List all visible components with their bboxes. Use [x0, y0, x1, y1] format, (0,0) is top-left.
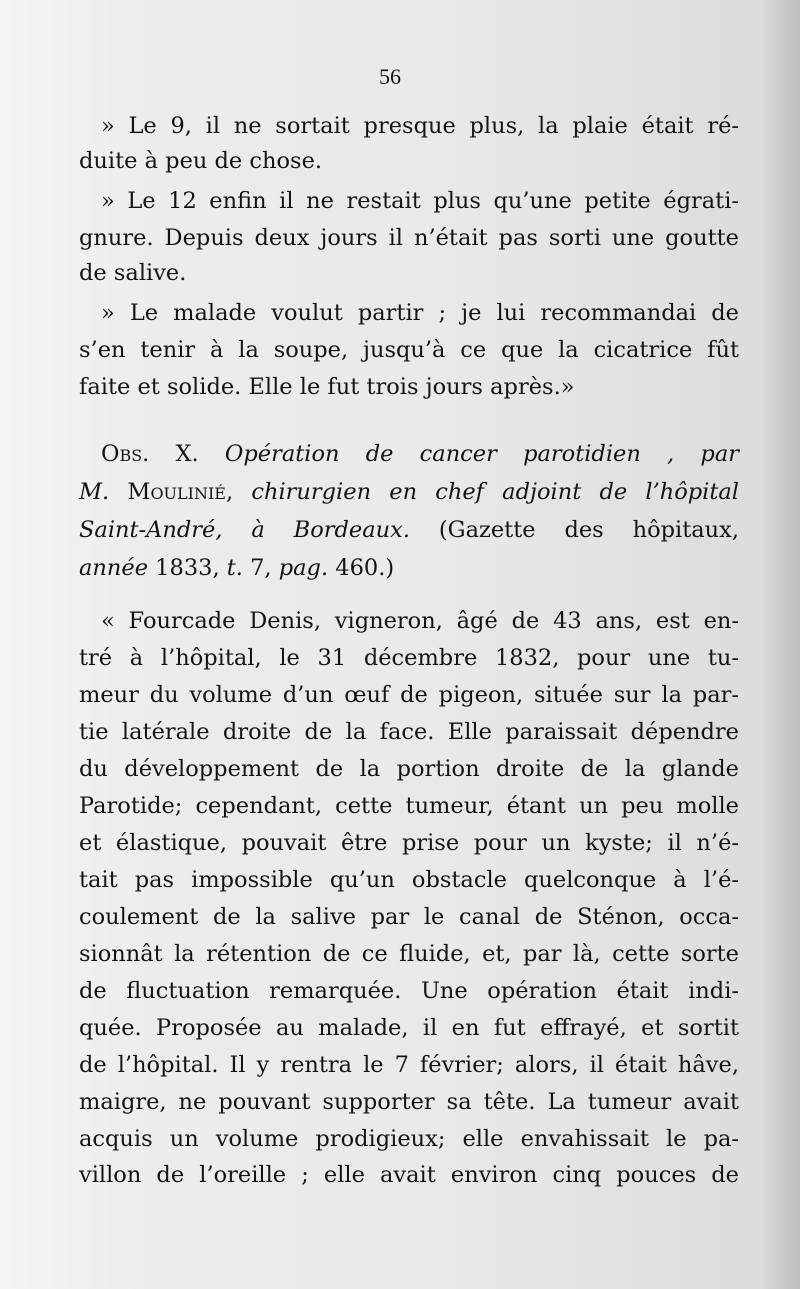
text-run: coulement de la salive par le canal de Sténon, occa-: [79, 904, 739, 930]
text-run: acquis un volume prodigieux; elle envahissait le pa-: [79, 1126, 739, 1152]
text-run: [109, 479, 127, 505]
text-run: (Gazette des hôpitaux,: [409, 517, 740, 543]
text-run: duite à peu de chose.: [79, 148, 323, 174]
text-run: gnure. Depuis deux jours il n’était pas sorti une goutte: [79, 225, 739, 251]
text-line: [79, 714, 739, 750]
text-run: [199, 441, 225, 467]
text-line: [79, 369, 739, 405]
text-line: [79, 973, 739, 1009]
text-line: [79, 899, 739, 935]
text-run: année: [79, 555, 149, 581]
text-line: [79, 143, 739, 179]
text-run: » Le malade voulut partir ; je lui recommandai de: [101, 300, 739, 326]
text-line: [79, 677, 739, 713]
text-run: » Le 12 enfin il ne restait plus qu’une petite égrati-: [101, 188, 739, 214]
observation-heading-line: [79, 550, 739, 586]
text-line: [101, 295, 739, 331]
text-line: [79, 1010, 739, 1046]
text-line: [79, 1084, 739, 1120]
text-line: [79, 220, 739, 256]
text-line: [79, 1047, 739, 1083]
text-run: ,: [226, 479, 252, 505]
text-run: pag.: [278, 555, 329, 581]
text-run: maigre, ne pouvant supporter sa tête. La tumeur avait: [79, 1089, 739, 1115]
text-run: et élastique, pouvait être prise pour un kyste; il n’é-: [79, 830, 739, 856]
text-line: [79, 825, 739, 861]
text-run: sionnât la rétention de ce fluide, et, par là, cette sorte: [79, 941, 739, 967]
text-line: [101, 603, 739, 639]
text-run: s’en tenir à la soupe, jusqu’à ce que la cicatrice fût: [79, 337, 739, 363]
text-run: t.: [226, 555, 243, 581]
text-line: [101, 108, 739, 144]
text-line: [79, 751, 739, 787]
text-run: tait pas impossible qu’un obstacle quelconque à l’é-: [79, 867, 739, 893]
text-run: faite et solide. Elle le fut trois jours après.»: [79, 374, 575, 400]
text-run: meur du volume d’un œuf de pigeon, située sur la par-: [79, 682, 739, 708]
text-run: de salive.: [79, 260, 187, 286]
text-run: Opération de cancer parotidien , par: [224, 441, 739, 467]
text-run: Obs. X.: [101, 441, 199, 467]
observation-heading-line: [101, 436, 739, 472]
page-number: 56: [379, 64, 401, 89]
text-line: [79, 862, 739, 898]
text-line: [79, 1157, 739, 1193]
text-line: [79, 1121, 739, 1157]
text-run: 460.): [328, 555, 395, 581]
observation-heading-line: [79, 512, 739, 548]
text-run: tie latérale droite de la face. Elle paraissait dépendre: [79, 719, 739, 745]
text-run: Saint-André, à Bordeaux.: [79, 517, 410, 543]
text-run: » Le 9, il ne sortait presque plus, la plaie était ré-: [101, 113, 739, 139]
observation-heading-line: [79, 474, 739, 510]
text-run: 1833,: [148, 555, 227, 581]
text-run: Moulinié: [127, 479, 226, 505]
text-line: [79, 788, 739, 824]
text-run: 7,: [242, 555, 279, 581]
text-run: chirurgien en chef adjoint de l’hôpital: [251, 479, 740, 505]
text-line: [79, 936, 739, 972]
text-run: tré à l’hôpital, le 31 décembre 1832, pour une tu-: [79, 645, 739, 671]
text-run: villon de l’oreille ; elle avait environ cinq pouces de: [79, 1162, 739, 1188]
text-line: [101, 183, 739, 219]
text-run: de l’hôpital. Il y rentra le 7 février; alors, il était hâve,: [79, 1052, 739, 1078]
text-run: « Fourcade Denis, vigneron, âgé de 43 ans, est en-: [101, 608, 739, 634]
text-run: M.: [79, 479, 110, 505]
text-line: [79, 332, 739, 368]
text-run: Parotide; cependant, cette tumeur, étant un peu molle: [79, 793, 739, 819]
text-line: [79, 640, 739, 676]
text-run: du développement de la portion droite de la glande: [79, 756, 739, 782]
text-run: de fluctuation remarquée. Une opération était indi-: [79, 978, 739, 1004]
text-line: [79, 255, 739, 291]
text-run: quée. Proposée au malade, il en fut effrayé, et sortit: [79, 1015, 739, 1041]
